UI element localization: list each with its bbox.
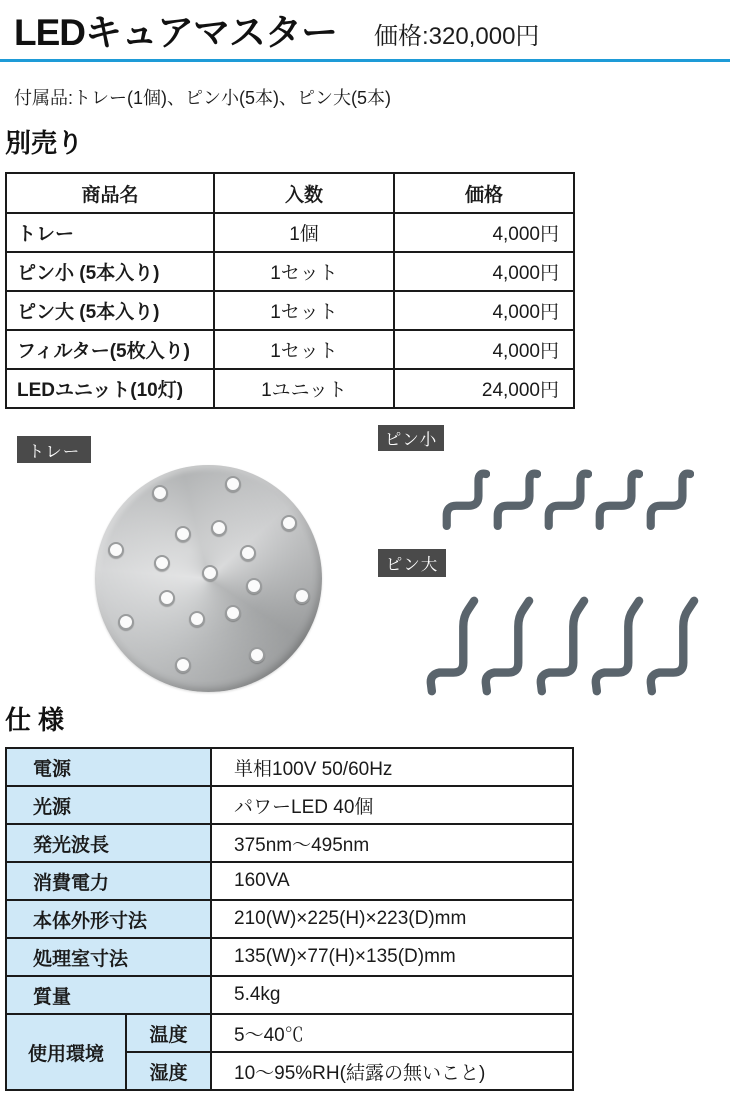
product-name-cell: トレー <box>6 213 214 252</box>
tray-hole <box>175 526 191 542</box>
tray-hole <box>108 542 124 558</box>
spec-value-cell: 210(W)×225(H)×223(D)mm <box>211 900 573 938</box>
price-cell: 4,000円 <box>394 252 574 291</box>
table-header-row <box>6 173 574 213</box>
pin-small-shape <box>542 467 592 531</box>
spec-row <box>6 976 573 1014</box>
spec-label-cell: 消費電力 <box>6 862 211 900</box>
tray-hole <box>189 611 205 627</box>
spec-sublabel-cell: 湿度 <box>126 1052 211 1090</box>
quantity-cell: 1セット <box>214 330 394 369</box>
accent-divider <box>0 59 730 62</box>
table-row <box>6 252 574 291</box>
quantity-cell: 1セット <box>214 252 394 291</box>
tray-hole <box>281 515 297 531</box>
spec-value-cell: 160VA <box>211 862 573 900</box>
spec-label-cell: 発光波長 <box>6 824 211 862</box>
product-name-cell: LEDユニット(10灯) <box>6 369 214 408</box>
tray-hole <box>152 485 168 501</box>
quantity-cell: 1個 <box>214 213 394 252</box>
price-label: 価格:320,000円 <box>374 23 540 50</box>
spec-env-label-cell: 使用環境 <box>6 1014 126 1090</box>
specifications-table <box>5 747 574 1091</box>
tray-hole <box>240 545 256 561</box>
spec-row <box>6 938 573 976</box>
spec-row <box>6 900 573 938</box>
pins-small-tag: ピン小 <box>378 425 444 451</box>
pin-small-shape <box>440 467 490 531</box>
price-cell: 24,000円 <box>394 369 574 408</box>
product-name-cell: フィルター(5枚入り) <box>6 330 214 369</box>
spec-value-cell: 10〜95%RH(結露の無いこと) <box>211 1052 573 1090</box>
spec-row <box>6 786 573 824</box>
tray-hole <box>246 578 262 594</box>
table-row <box>6 291 574 330</box>
spec-label-cell: 電源 <box>6 748 211 786</box>
tray-image <box>95 465 322 692</box>
price-cell: 4,000円 <box>394 330 574 369</box>
tray-tag: トレー <box>17 436 91 463</box>
spec-sublabel-cell: 温度 <box>126 1014 211 1052</box>
optional-section-heading: 別売り <box>5 128 84 158</box>
quantity-cell: 1セット <box>214 291 394 330</box>
spec-section-heading: 仕様 <box>5 705 72 735</box>
column-header-quantity: 入数 <box>214 173 394 213</box>
tray-hole <box>225 476 241 492</box>
page-title: LEDキュアマスター <box>14 12 337 53</box>
spec-value-cell: 135(W)×77(H)×135(D)mm <box>211 938 573 976</box>
tray-hole <box>175 657 191 673</box>
pins-small-image <box>440 467 694 531</box>
price-cell: 4,000円 <box>394 291 574 330</box>
spec-row <box>6 824 573 862</box>
pin-large-shape <box>534 596 589 696</box>
spec-label-cell: 光源 <box>6 786 211 824</box>
price-cell: 4,000円 <box>394 213 574 252</box>
tray-hole <box>154 555 170 571</box>
table-row <box>6 213 574 252</box>
spec-value-cell: 5〜40℃ <box>211 1014 573 1052</box>
pins-large-tag: ピン大 <box>378 549 446 577</box>
pin-small-shape <box>491 467 541 531</box>
optional-items-table <box>5 172 575 409</box>
table-row <box>6 330 574 369</box>
spec-row <box>6 1014 573 1052</box>
accessories-note: 付属品:トレー(1個)、ピン小(5本)、ピン大(5本) <box>14 88 391 108</box>
spec-value-cell: 5.4kg <box>211 976 573 1014</box>
tray-hole <box>202 565 218 581</box>
spec-row <box>6 862 573 900</box>
quantity-cell: 1ユニット <box>214 369 394 408</box>
pins-large-image <box>424 596 699 696</box>
tray-hole <box>225 605 241 621</box>
product-name-cell: ピン小 (5本入り) <box>6 252 214 291</box>
spec-value-cell: 375nm〜495nm <box>211 824 573 862</box>
pin-large-shape <box>424 596 479 696</box>
spec-value-cell: パワーLED 40個 <box>211 786 573 824</box>
spec-row <box>6 748 573 786</box>
pin-small-shape <box>593 467 643 531</box>
product-name-cell: ピン大 (5本入り) <box>6 291 214 330</box>
tray-hole <box>159 590 175 606</box>
table-row <box>6 369 574 408</box>
tray-hole <box>249 647 265 663</box>
spec-label-cell: 質量 <box>6 976 211 1014</box>
column-header-price: 価格 <box>394 173 574 213</box>
pin-large-shape <box>479 596 534 696</box>
spec-value-cell: 単相100V 50/60Hz <box>211 748 573 786</box>
spec-label-cell: 本体外形寸法 <box>6 900 211 938</box>
tray-hole <box>118 614 134 630</box>
tray-hole <box>294 588 310 604</box>
spec-label-cell: 処理室寸法 <box>6 938 211 976</box>
pin-small-shape <box>644 467 694 531</box>
pin-large-shape <box>644 596 699 696</box>
pin-large-shape <box>589 596 644 696</box>
tray-hole <box>211 520 227 536</box>
column-header-product: 商品名 <box>6 173 214 213</box>
